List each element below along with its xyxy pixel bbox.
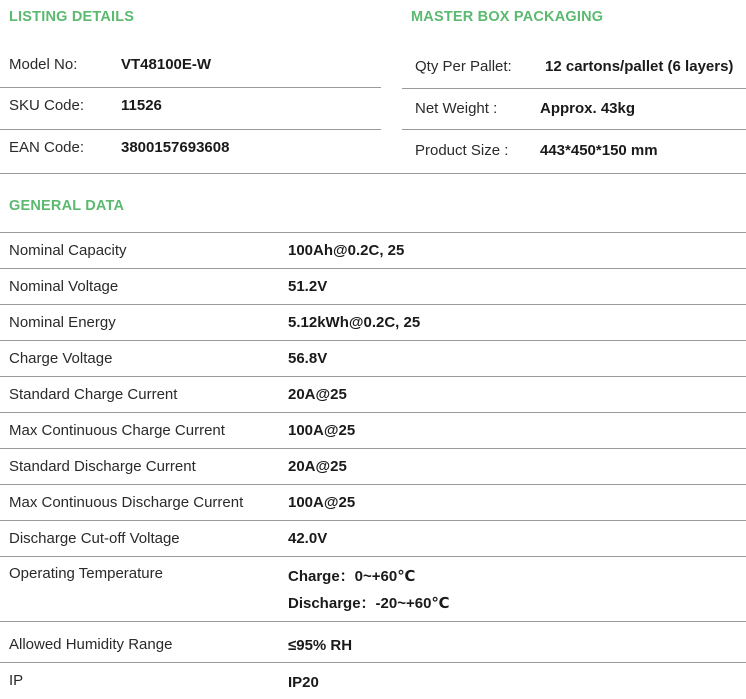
divider xyxy=(402,129,746,130)
ean-code-value: 3800157693608 xyxy=(121,139,230,156)
spec-value: 100Ah@0.2C, 25 xyxy=(288,242,405,259)
product-size-value: 443*450*150 mm xyxy=(540,142,658,159)
spec-value: 20A@25 xyxy=(288,458,347,475)
qty-per-pallet-label: Qty Per Pallet: xyxy=(415,58,512,75)
spec-row-discharge-cutoff-voltage xyxy=(0,521,746,556)
model-no-label: Model No: xyxy=(9,56,78,73)
divider xyxy=(402,88,746,89)
divider xyxy=(0,87,381,88)
qty-per-pallet-value: 12 cartons/pallet (6 layers) xyxy=(545,58,734,75)
ean-code-label: EAN Code: xyxy=(9,139,85,156)
product-size-label: Product Size : xyxy=(415,142,509,159)
spec-value: ≤95% RH xyxy=(288,637,353,654)
spec-value-discharge: Discharge：-20~+60℃ xyxy=(288,595,450,612)
spec-label: Max Continuous Charge Current xyxy=(9,422,225,439)
spec-label: Max Continuous Discharge Current xyxy=(9,494,244,511)
listing-details-title: LISTING DETAILS xyxy=(9,9,135,25)
spec-row-nominal-energy xyxy=(0,305,746,340)
spec-row-operating-temperature xyxy=(0,557,746,620)
spec-value-charge: Charge：0~+60℃ xyxy=(288,568,416,585)
spec-row-nominal-capacity xyxy=(0,233,746,268)
spec-row-standard-charge-current xyxy=(0,377,746,412)
divider xyxy=(0,129,381,130)
spec-label: Discharge Cut-off Voltage xyxy=(9,530,180,547)
sku-code-label: SKU Code: xyxy=(9,97,85,114)
spec-value: IP20 xyxy=(288,674,319,691)
spec-row-allowed-humidity-range xyxy=(0,622,746,662)
spec-label: Allowed Humidity Range xyxy=(9,636,173,653)
section-divider xyxy=(0,173,746,174)
spec-label: IP xyxy=(9,672,24,689)
spec-row-charge-voltage xyxy=(0,341,746,376)
spec-label: Operating Temperature xyxy=(9,565,163,582)
spec-value: 56.8V xyxy=(288,350,328,367)
sku-code-value: 11526 xyxy=(121,97,162,114)
spec-label: Standard Discharge Current xyxy=(9,458,196,475)
spec-value: 100A@25 xyxy=(288,422,356,439)
spec-row-max-continuous-discharge-current xyxy=(0,485,746,520)
spec-value: 100A@25 xyxy=(288,494,356,511)
spec-value: 51.2V xyxy=(288,278,328,295)
spec-value: 20A@25 xyxy=(288,386,347,403)
model-no-value: VT48100E-W xyxy=(121,56,212,73)
spec-row-max-continuous-charge-current xyxy=(0,413,746,448)
net-weight-label: Net Weight : xyxy=(415,100,498,117)
spec-label: Charge Voltage xyxy=(9,350,113,367)
general-data-title: GENERAL DATA xyxy=(9,198,125,214)
spec-label: Nominal Voltage xyxy=(9,278,119,295)
spec-row-standard-discharge-current xyxy=(0,449,746,484)
spec-label: Standard Charge Current xyxy=(9,386,178,403)
spec-value: 5.12kWh@0.2C, 25 xyxy=(288,314,421,331)
spec-value: 42.0V xyxy=(288,530,328,547)
net-weight-value: Approx. 43kg xyxy=(540,100,636,117)
spec-label: Nominal Energy xyxy=(9,314,116,331)
spec-row-ip xyxy=(0,663,746,699)
spec-label: Nominal Capacity xyxy=(9,242,127,259)
master-box-title: MASTER BOX PACKAGING xyxy=(411,9,604,25)
spec-row-nominal-voltage xyxy=(0,269,746,304)
